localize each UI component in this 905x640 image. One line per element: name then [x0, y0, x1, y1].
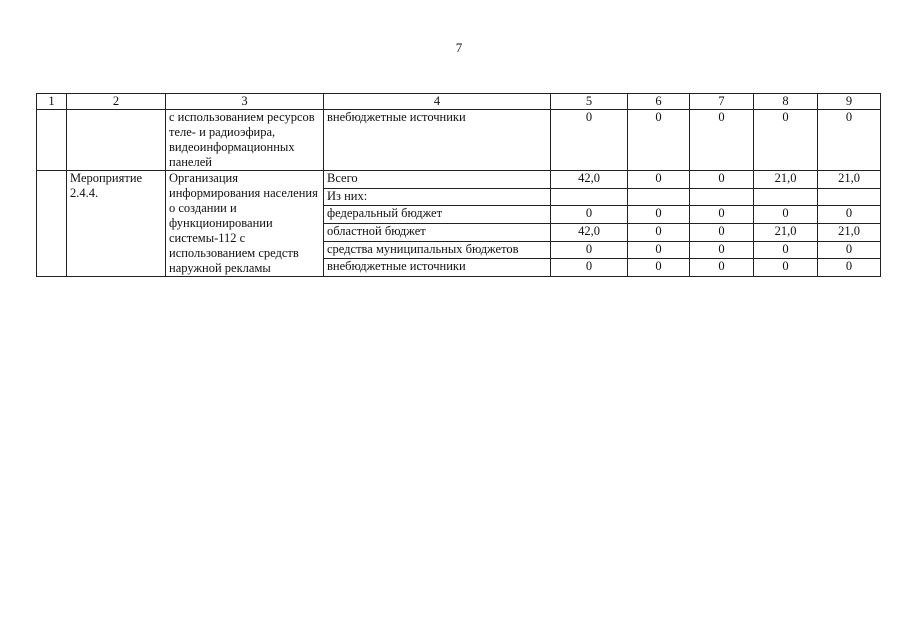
table-row: [37, 171, 881, 189]
value-cell: 0: [690, 206, 754, 224]
value-cell: 0: [551, 110, 628, 171]
value-cell: 0: [551, 206, 628, 224]
measure-description: Организация информирования населения о создании и функционировании системы-112 с использованием средств наружной рекламы: [166, 171, 324, 277]
column-number: 2: [67, 94, 166, 110]
value-cell: 0: [628, 241, 690, 259]
measure-code: Мероприятие 2.4.4.: [67, 171, 166, 277]
funding-table: [36, 93, 881, 277]
value-cell: 0: [628, 171, 690, 189]
value-cell: [754, 188, 818, 206]
column-number: 4: [324, 94, 551, 110]
value-cell: 0: [628, 110, 690, 171]
empty-cell: [37, 110, 67, 171]
value-cell: 0: [754, 206, 818, 224]
empty-cell: [67, 110, 166, 171]
funding-source: областной бюджет: [324, 223, 551, 241]
funding-source: внебюджетные источники: [324, 110, 551, 171]
column-number: 3: [166, 94, 324, 110]
funding-source: Из них:: [324, 188, 551, 206]
value-cell: 0: [551, 241, 628, 259]
value-cell: 0: [628, 259, 690, 277]
value-cell: 0: [628, 223, 690, 241]
value-cell: 0: [818, 241, 881, 259]
value-cell: 21,0: [754, 171, 818, 189]
value-cell: 0: [690, 110, 754, 171]
value-cell: 0: [690, 223, 754, 241]
value-cell: 0: [754, 241, 818, 259]
empty-cell: [37, 171, 67, 277]
value-cell: 0: [690, 259, 754, 277]
funding-source: внебюджетные источники: [324, 259, 551, 277]
column-number: 8: [754, 94, 818, 110]
value-cell: 0: [690, 171, 754, 189]
value-cell: 0: [818, 206, 881, 224]
value-cell: [690, 188, 754, 206]
funding-source: Всего: [324, 171, 551, 189]
value-cell: 21,0: [818, 223, 881, 241]
value-cell: 0: [690, 241, 754, 259]
column-number: 5: [551, 94, 628, 110]
column-number: 1: [37, 94, 67, 110]
column-number: 6: [628, 94, 690, 110]
funding-source: средства муниципальных бюджетов: [324, 241, 551, 259]
column-number: 9: [818, 94, 881, 110]
value-cell: 0: [818, 110, 881, 171]
value-cell: 42,0: [551, 223, 628, 241]
funding-source: федеральный бюджет: [324, 206, 551, 224]
value-cell: 42,0: [551, 171, 628, 189]
column-number: 7: [690, 94, 754, 110]
value-cell: 21,0: [754, 223, 818, 241]
value-cell: [818, 188, 881, 206]
column-number-row: [37, 94, 881, 110]
value-cell: 0: [551, 259, 628, 277]
value-cell: [551, 188, 628, 206]
table-row: [37, 110, 881, 171]
value-cell: 21,0: [818, 171, 881, 189]
value-cell: 0: [628, 206, 690, 224]
page-number: 7: [455, 40, 463, 55]
measure-description: с использованием ресурсов теле- и радиоэфира, видеоинформационных панелей: [166, 110, 324, 171]
value-cell: 0: [754, 259, 818, 277]
value-cell: [628, 188, 690, 206]
value-cell: 0: [818, 259, 881, 277]
value-cell: 0: [754, 110, 818, 171]
